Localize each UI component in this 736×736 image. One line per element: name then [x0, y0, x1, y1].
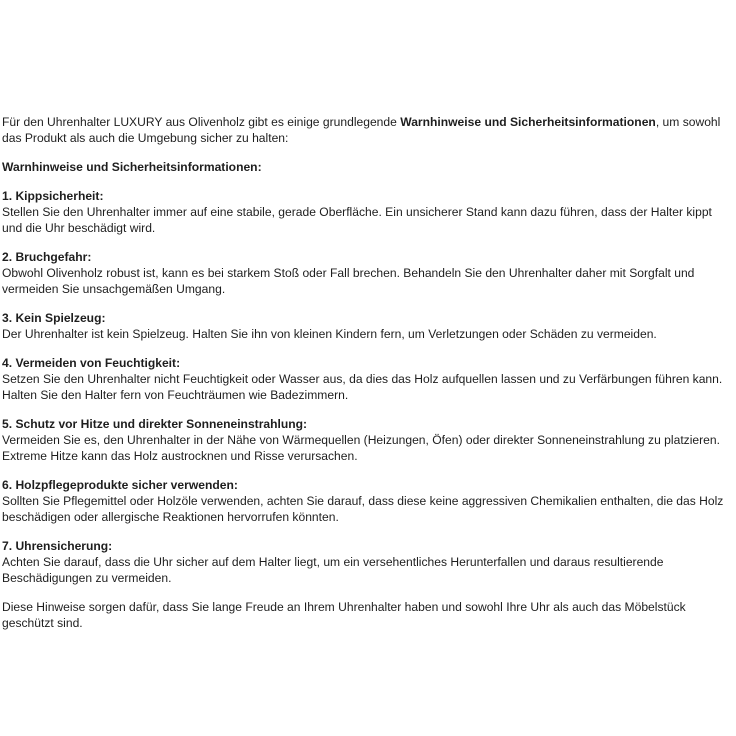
section-holzpflege	[2, 477, 734, 525]
section-text: Achten Sie darauf, dass die Uhr sicher auf dem Halter liegt, um ein versehentliches Herunterfallen und daraus resultierende Beschädigungen zu vermeiden.	[2, 555, 664, 585]
section-text: Der Uhrenhalter ist kein Spielzeug. Halten Sie ihn von kleinen Kindern fern, um Verletzungen oder Schäden zu vermeiden.	[2, 327, 657, 341]
section-hitze	[2, 416, 734, 464]
section-text: Setzen Sie den Uhrenhalter nicht Feuchtigkeit oder Wasser aus, da dies das Holz aufquellen lassen und zu Verfärbungen führen kann. Halten Sie den Halter fern von Feuchträumen wie Badezimmern.	[2, 372, 723, 402]
section-title: 6. Holzpflegeprodukte sicher verwenden:	[2, 478, 238, 492]
section-title: 5. Schutz vor Hitze und direkter Sonneneinstrahlung:	[2, 417, 308, 431]
section-title: 3. Kein Spielzeug:	[2, 311, 106, 325]
section-title: 7. Uhrensicherung:	[2, 539, 113, 553]
intro-text-end: , um sowohl das Produkt als auch die Umgebung sicher zu halten:	[2, 115, 721, 145]
section-kein-spielzeug	[2, 310, 734, 342]
section-bruchgefahr	[2, 249, 734, 297]
section-feuchtigkeit	[2, 355, 734, 403]
section-text: Vermeiden Sie es, den Uhrenhalter in der Nähe von Wärmequellen (Heizungen, Öfen) oder direkter Sonneneinstrahlung zu platzieren. Extreme Hitze kann das Holz austrocknen und Risse verursachen.	[2, 433, 720, 463]
section-text: Obwohl Olivenholz robust ist, kann es bei starkem Stoß oder Fall brechen. Behandeln Sie den Uhrenhalter daher mit Sorgfalt und vermeiden Sie unsachgemäßen Umgang.	[2, 266, 695, 296]
main-heading: Warnhinweise und Sicherheitsinformationen:	[2, 160, 262, 174]
section-title: 1. Kippsicherheit:	[2, 189, 104, 203]
section-text: Stellen Sie den Uhrenhalter immer auf eine stabile, gerade Oberfläche. Ein unsicherer Stand kann dazu führen, dass der Halter kippt und die Uhr beschädigt wird.	[2, 205, 712, 235]
intro-text-bold: Warnhinweise und Sicherheitsinformationen	[400, 115, 656, 129]
section-kippsicherheit	[2, 188, 734, 236]
section-title: 4. Vermeiden von Feuchtigkeit:	[2, 356, 181, 370]
section-text: Sollten Sie Pflegemittel oder Holzöle verwenden, achten Sie darauf, dass diese keine aggressiven Chemikalien enthalten, die das Holz beschädigen oder allergische Reaktionen hervorrufen könnten.	[2, 494, 724, 524]
intro-text-start: Für den Uhrenhalter LUXURY aus Olivenholz gibt es einige grundlegende	[2, 115, 401, 129]
document-body	[2, 114, 734, 631]
closing-paragraph: Diese Hinweise sorgen dafür, dass Sie lange Freude an Ihrem Uhrenhalter haben und sowohl Ihre Uhr als auch das Möbelstück geschützt sind.	[2, 600, 686, 630]
section-title: 2. Bruchgefahr:	[2, 250, 92, 264]
intro-paragraph	[2, 114, 734, 146]
section-uhrensicherung	[2, 538, 734, 586]
